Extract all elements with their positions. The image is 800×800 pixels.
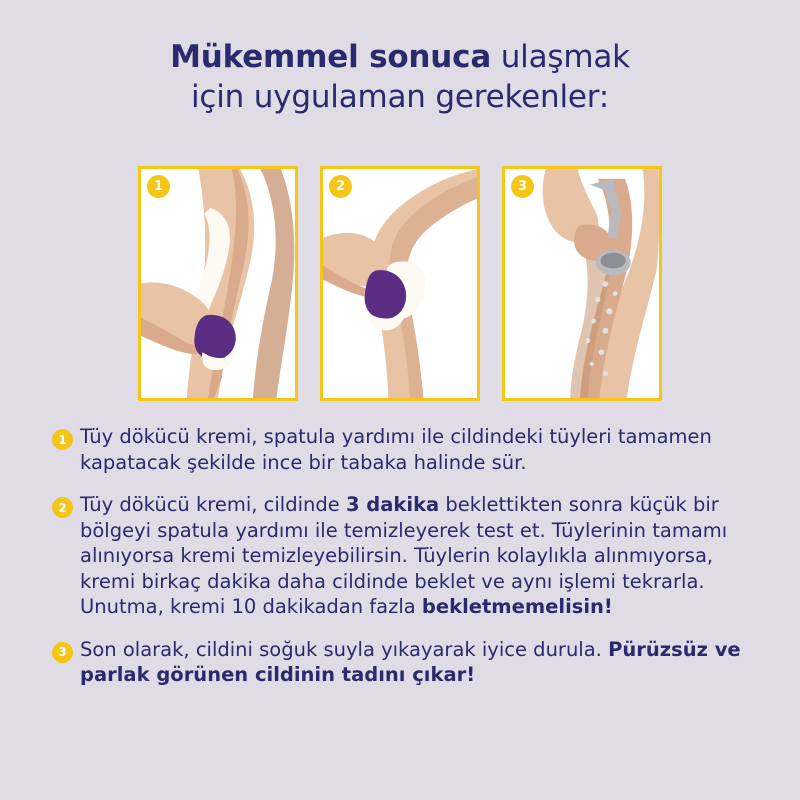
step-3-part-1: Son olarak, cildini soğuk suyla yıkayarak iyice durula. xyxy=(80,637,609,661)
illustration-leg-cream-spatula xyxy=(141,169,295,398)
step-item-1 xyxy=(52,424,748,475)
steps-list xyxy=(0,424,800,705)
step-3-part-2: Pürüzsüz ve parlak görünen cildinin tadını çıkar! xyxy=(80,637,741,687)
step-text-1 xyxy=(80,424,748,475)
step-number-1: 1 xyxy=(52,429,73,450)
title-line-2: için uygulaman gerekenler: xyxy=(191,78,609,115)
step-2-part-3: beklettikten sonra küçük bir bölgeyi spatula yardımı ile temizleyerek test et. Tüylerinin tamamı alınıyorsa kremi temizleyebilirsin. Tüylerin kolaylıkla alınmıyorsa, kremi birkaç dakika daha cildinde beklet ve aynı işlemi tekrarla. Unutma, kremi 10 dakikadan fazla xyxy=(80,493,728,619)
step-number-2: 2 xyxy=(52,497,73,518)
photo-step-1 xyxy=(138,166,298,401)
photo-strip xyxy=(0,166,800,401)
photo-badge-2: 2 xyxy=(329,175,352,198)
title-line-1-strong: Mükemmel sonuca xyxy=(170,39,492,75)
photo-badge-1: 1 xyxy=(147,175,170,198)
illustration-leg-test-patch xyxy=(323,169,477,398)
step-2-part-2: 3 dakika xyxy=(345,493,440,517)
step-2-part-1: Tüy dökücü kremi, cildinde xyxy=(80,493,346,517)
step-number-3: 3 xyxy=(52,642,73,663)
step-2-part-4: bekletmemelisin! xyxy=(421,595,613,619)
page-title xyxy=(0,0,800,117)
photo-step-2 xyxy=(320,166,480,401)
photo-step-3 xyxy=(502,166,662,401)
illustration-leg-rinse-showerhead xyxy=(505,169,659,398)
step-text-2 xyxy=(80,492,748,620)
photo-badge-3: 3 xyxy=(511,175,534,198)
step-1-part-1: Tüy dökücü kremi, spatula yardımı ile cildindeki tüyleri tamamen kapatacak şekilde ince bir tabaka halinde sür. xyxy=(80,425,712,474)
step-item-3 xyxy=(52,637,748,688)
title-line-1-rest: ulaşmak xyxy=(491,39,630,75)
step-item-2 xyxy=(52,492,748,620)
title-line-1 xyxy=(0,38,800,78)
step-text-3 xyxy=(80,637,748,688)
